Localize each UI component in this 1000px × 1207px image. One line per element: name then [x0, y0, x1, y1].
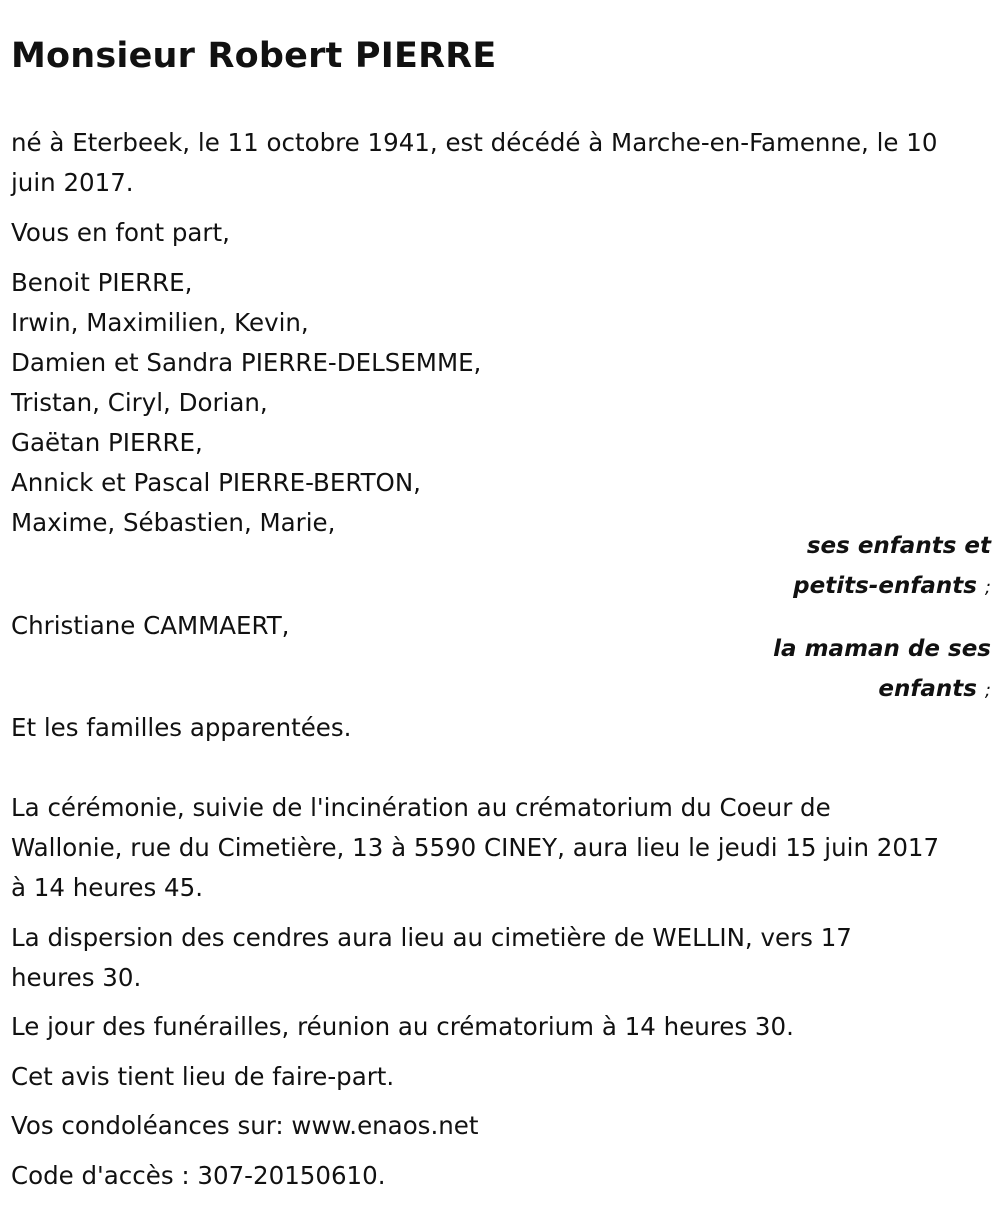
- birth-death-statement: [11, 123, 991, 203]
- families-text: Et les familles apparentées.: [11, 713, 352, 742]
- children-role: [691, 526, 991, 608]
- list-item: Irwin, Maximilien, Kevin,: [11, 308, 309, 337]
- gathering-text: Le jour des funérailles, réunion au crématorium à 14 heures 30.: [11, 1012, 794, 1041]
- birth-death-line-1: né à Eterbeek, le 11 octobre 1941, est décédé à Marche-en-Famenne, le 10: [11, 128, 938, 157]
- birth-death-line-2: juin 2017.: [11, 168, 134, 197]
- list-item: Gaëtan PIERRE,: [11, 428, 203, 457]
- ceremony-line-2: Wallonie, rue du Cimetière, 13 à 5590 CINEY, aura lieu le jeudi 15 juin 2017: [11, 833, 940, 862]
- announce-text: Vous en font part,: [11, 218, 230, 247]
- list-item: Maxime, Sébastien, Marie,: [11, 508, 336, 537]
- mother-role-line-1: la maman de ses: [773, 636, 991, 662]
- ceremony-line-1: La cérémonie, suivie de l'incinération au crématorium du Coeur de: [11, 793, 831, 822]
- dispersion-line-2: heures 30.: [11, 963, 142, 992]
- ceremony-text: [11, 788, 991, 908]
- list-item: Annick et Pascal PIERRE-BERTON,: [11, 468, 421, 497]
- list-item: Damien et Sandra PIERRE-DELSEMME,: [11, 348, 482, 377]
- children-list: [11, 263, 991, 543]
- mother-role-punct: ;: [984, 680, 991, 701]
- mother-role: [691, 629, 991, 711]
- children-role-punct: ;: [984, 577, 991, 598]
- mother-name: Christiane CAMMAERT,: [11, 611, 290, 640]
- notice-text: Cet avis tient lieu de faire-part.: [11, 1062, 395, 1091]
- list-item: Benoit PIERRE,: [11, 268, 193, 297]
- children-role-line-2: petits-enfants: [793, 573, 977, 599]
- dispersion-text: [11, 918, 991, 998]
- children-role-line-1: ses enfants et: [806, 533, 991, 559]
- ceremony-line-3: à 14 heures 45.: [11, 873, 204, 902]
- list-item: Tristan, Ciryl, Dorian,: [11, 388, 268, 417]
- access-code-text: Code d'accès : 307-20150610.: [11, 1161, 386, 1190]
- page-title: Monsieur Robert PIERRE: [11, 36, 497, 76]
- dispersion-line-1: La dispersion des cendres aura lieu au cimetière de WELLIN, vers 17: [11, 923, 852, 952]
- condolences-text: Vos condoléances sur: www.enaos.net: [11, 1111, 479, 1140]
- mother-role-line-2: enfants: [878, 676, 977, 702]
